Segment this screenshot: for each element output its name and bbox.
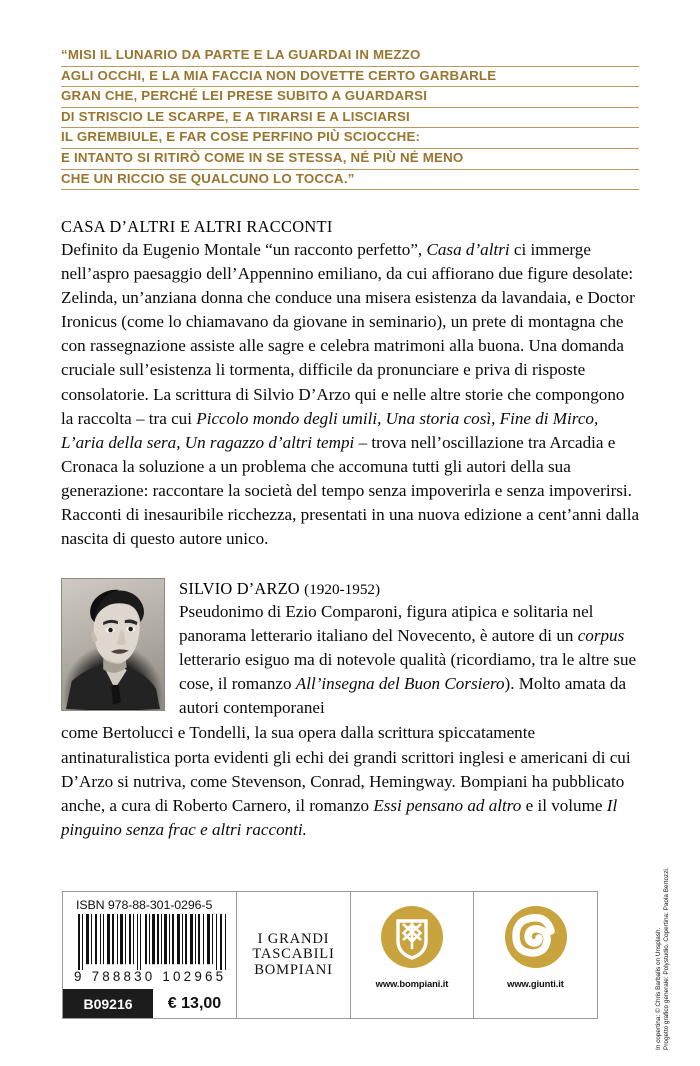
portrait-figure-icon: [62, 579, 164, 709]
quote-line: AGLI OCCHI, E LA MIA FACCIA NON DOVETTE CERTO GARBARLE: [61, 67, 639, 88]
footer-strip: [62, 891, 598, 1019]
isbn-text: ISBN 978-88-301-0296-5: [76, 898, 213, 912]
giunti-spiral-logo-icon: [505, 906, 567, 968]
barcode-digits: 9 788830 102965: [74, 969, 227, 985]
price-row: [63, 989, 236, 1018]
author-name: SILVIO D’ARZO: [179, 579, 300, 598]
book-title: CASA D’ALTRI E ALTRI RACCONTI: [61, 217, 333, 236]
bompiani-url[interactable]: www.bompiani.it: [375, 978, 449, 989]
price-value: € 13,00: [167, 994, 222, 1012]
author-years: (1920-1952): [304, 581, 381, 598]
imprint-line: BOMPIANI: [254, 961, 333, 978]
credit-line-design: Progetto grafico generale: Polystudio. Copertina: Paola Bertozzi.: [663, 867, 670, 1050]
imprint-line: TASCABILI: [252, 946, 335, 963]
product-code: B09216: [63, 989, 153, 1018]
quote-line: E INTANTO SI RITIRÒ COME IN SE STESSA, NÉ PIÙ NÉ MENO: [61, 149, 639, 170]
quote-line: CHE UN RICCIO SE QUALCUNO LO TOCCA.”: [61, 170, 639, 191]
cover-credits-inner: [655, 867, 671, 1050]
imprint-line: I GRANDI: [257, 930, 330, 947]
author-bio: [61, 578, 641, 842]
author-bio-text-cont: come Bertolucci e Tondelli, la sua opera dalla scrittura spiccatamente antinaturalistica porta evidenti gli echi dei grandi scrittori inglesi e americani di cui D’Arzo si nutriva, come Stevenson, Conrad, Hemingway. Bompiani ha pubblicato anche, a cura di Roberto Carnero, il romanzo Essi pensano ad altro e il volume Il pinguino senza frac e altri racconti.: [61, 723, 631, 839]
book-blurb: [61, 217, 641, 551]
quote-line: “MISI IL LUNARIO DA PARTE E LA GUARDAI IN MEZZO: [61, 46, 639, 67]
quote-line: GRAN CHE, PERCHÉ LEI PRESE SUBITO A GUARDARSI: [61, 87, 639, 108]
barcode-icon: [76, 914, 228, 970]
quote-line: DI STRISCIO LE SCARPE, E A TIRARSI E A LISCIARSI: [61, 108, 639, 129]
credit-line-photo: In copertina: © Chris Barbalis on Unsplash.: [655, 927, 662, 1050]
bompiani-cell[interactable]: [351, 892, 474, 1018]
author-portrait-photo: [61, 578, 165, 711]
imprint-cell: [237, 892, 351, 1018]
giunti-url[interactable]: www.giunti.it: [507, 978, 564, 989]
pull-quote: [61, 46, 639, 190]
bompiani-shield-logo-icon: [381, 906, 443, 968]
barcode-cell: [63, 892, 237, 1018]
author-bio-text: Pseudonimo di Ezio Comparoni, figura atipica e solitaria nel panorama letterario italiano del Novecento, è autore di un corpus letterario esiguo ma di notevole qualità (ricordiamo, tra le altre sue cose, il romanzo All’insegna del Buon Corsiero). Molto amata da autori contemporanei: [179, 602, 637, 718]
quote-line: IL GREMBIULE, E FAR COSE PERFINO PIÙ SCIOCCHE:: [61, 128, 639, 149]
giunti-cell[interactable]: [474, 892, 597, 1018]
blurb-paragraph: Definito da Eugenio Montale “un racconto perfetto”, Casa d’altri ci immerge nell’aspro paesaggio dell’Appennino emiliano, da cui affiorano due figure desolate: Zelinda, un’anziana donna che conduce una misera esistenza da lavandaia, e Doctor Ironicus (come lo chiamavano da giovane in seminario), un prete di montagna che con rassegnazione assiste alle sagre e celebra matrimoni alla buona. Una domanda cruciale sull’esistenza li tormenta, difficile da pronunciare e priva di risposte consolatorie. La scrittura di Silvio D’Arzo qui e nelle altre storie che compongono la raccolta – tra cui Piccolo mondo degli umili, Una storia così, Fine di Mirco, L’aria della sera, Un ragazzo d’altri tempi – trova nell’oscillazione tra Arcadia e Cronaca la soluzione a un problema che accomuna tutti gli autori della sua generazione: raccontare la società del tempo senza impoverirla e senza impoverirsi. Racconti di inesauribile ricchezza, presentati in una nuova edizione a cent’anni dalla nascita di questo autore unico.: [61, 240, 640, 549]
